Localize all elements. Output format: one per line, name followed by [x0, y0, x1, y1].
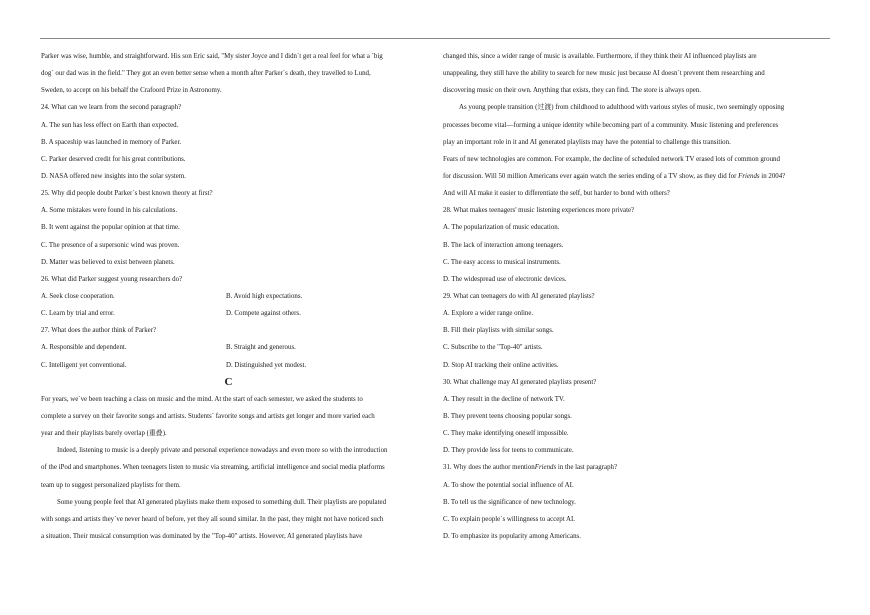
paragraph-r1 [443, 48, 828, 99]
question-29 [443, 288, 828, 374]
option-d: D. The widespread use of electronic devices. [443, 275, 567, 283]
text-line: a situation. Their musical consumption was dominated by the "Top-40" artists. However, AI generated playlists have [41, 532, 363, 540]
question-stem: 25. Why did people doubt Parker`s best known theory at first? [41, 190, 213, 198]
option-a: A. Explore a wider range online. [443, 310, 534, 318]
option-a: A. To show the potential social influence of AI. [443, 481, 574, 489]
option-a: A. Responsible and dependent. [41, 344, 127, 352]
question-27 [41, 322, 416, 373]
text-line: team up to suggest personalized playlists for them. [41, 481, 181, 489]
paragraph-r3 [443, 151, 828, 202]
option-d: D. Matter was believed to exist between planets. [41, 258, 175, 266]
right-column [443, 48, 828, 545]
question-stem: 29. What can teenagers do with AI generated playlists? [443, 292, 595, 300]
question-25 [41, 185, 416, 271]
question-stem: 30. What challenge may AI generated playlists present? [443, 378, 597, 386]
text-line [443, 168, 828, 185]
option-b: B. Straight and generous. [226, 344, 296, 352]
text-line: unappealing, they still have the ability to search for new music just because AI doesn`t prevent them researching and [443, 70, 765, 78]
question-28 [443, 202, 828, 288]
text-line: with songs and artists they`ve never heard of before, yet they all sound similar. In the past, they might not have noticed such [41, 515, 384, 523]
option-d: D. To emphasize its popularity among Americans. [443, 532, 581, 540]
option-c: C. Parker deserved credit for his great contributions. [41, 155, 186, 163]
question-stem [443, 459, 828, 476]
text-line: processes become vital—forming a unique identity while becoming part of a community. Music listening and preferences [443, 121, 779, 129]
text-line: For years, we`ve been teaching a class on music and the mind. At the start of each semester, we asked the students to [41, 395, 363, 403]
option-d: D. Compete against others. [226, 310, 301, 318]
option-b: B. To tell us the significance of new technology. [443, 498, 576, 506]
option-d: D. They provide less for teens to communicate. [443, 447, 574, 455]
text-line: Indeed, listening to music is a deeply private and personal experience nowadays and even more so with the introduction [57, 447, 388, 455]
left-column [41, 48, 416, 545]
text-line: changed this, since a wider range of music is available. Furthermore, if they think their AI influenced playlists are [443, 53, 757, 60]
option-a: A. They result in the decline of network TV. [443, 395, 565, 403]
paragraph-c2 [41, 442, 416, 493]
option-row [41, 357, 416, 374]
page-top-rule [40, 38, 830, 39]
option-c: C. Intelligent yet conventional. [41, 361, 127, 369]
section-title: C [224, 375, 233, 388]
text-line: complete a survey on their favorite songs and artists. Students` favorite songs and artists get longer and more varied each [41, 412, 375, 420]
text-line: Sweden, to accept on his behalf the Crafoord Prize in Astronomy. [41, 87, 222, 95]
option-a: A. Seek close cooperation. [41, 292, 115, 300]
question-31 [443, 459, 828, 545]
text-line: And will AI make it easier to differentiate the self, but harder to bond with others? [443, 190, 670, 198]
text-span: in 2004? [759, 172, 786, 180]
option-c: C. They make identifying oneself impossible. [443, 430, 569, 438]
option-row [41, 339, 416, 356]
text-line: year and their playlists barely overlap (重叠). [41, 430, 167, 438]
option-c: C. To explain people`s willingness to accept AI. [443, 515, 576, 523]
paragraph-c1 [41, 391, 416, 442]
option-row [41, 305, 416, 322]
question-26 [41, 271, 416, 322]
option-b: B. They prevent teens choosing popular songs. [443, 412, 572, 420]
option-d: D. NASA offered new insights into the solar system. [41, 172, 186, 180]
text-line: play an important role in it and AI generated playlists may have the potential to challenge this transition. [443, 138, 731, 146]
question-24 [41, 99, 416, 185]
italic-title: Friends [738, 172, 760, 180]
option-b: B. Fill their playlists with similar songs. [443, 327, 554, 335]
question-stem: 26. What did Parker suggest young researchers do? [41, 275, 183, 283]
text-span: 31. Why does the author mention [443, 464, 535, 472]
question-stem: 28. What makes teenagers' music listening experiences more private? [443, 207, 635, 215]
paragraph-r2 [443, 99, 828, 150]
option-b: B. The lack of interaction among teenagers. [443, 241, 564, 249]
option-a: A. The popularization of music education. [443, 224, 560, 232]
text-line: dog` our dad was in the field." They got an even better sense when a month after Parker`s death, they travelled to Lund, [41, 70, 371, 78]
option-d: D. Distinguished yet modest. [226, 361, 307, 369]
text-span: in the last paragraph? [556, 464, 618, 472]
option-b: B. Avoid high expectations. [226, 292, 303, 300]
text-line: Some young people feel that AI generated playlists make them exposed to something dull. Their playlists are populated [57, 498, 387, 506]
option-c: C. Subscribe to the "Top-40" artists. [443, 344, 543, 352]
option-c: C. The easy access to musical instruments. [443, 258, 561, 266]
text-line: of the iPod and smartphones. When teenagers listen to music via streaming, artificial intelligence and social media platforms [41, 464, 385, 472]
text-span: for discussion. Will 50 million Americans ever again watch the series ending of a TV show, as they did for [443, 172, 739, 180]
text-line: discovering music on their own. Anything that exists, they can find. The store is always open. [443, 87, 702, 95]
italic-title: Friends [534, 464, 557, 472]
paragraph-intro [41, 48, 416, 99]
option-a: A. The sun has less effect on Earth than expected. [41, 121, 179, 129]
text-line: Parker was wise, humble, and straightforward. His son Eric said, "My sister Joyce and I didn`t get a real feel for what a `big [41, 53, 383, 60]
text-line: As young people transition (过渡) from childhood to adulthood with various styles of music, two seemingly opposing [459, 104, 785, 112]
option-row [41, 288, 416, 305]
question-30 [443, 374, 828, 460]
paragraph-c3 [41, 494, 416, 545]
option-d: D. Stop AI tracking their online activities. [443, 361, 559, 369]
option-b: B. It went against the popular opinion at that time. [41, 224, 180, 232]
text-line: Fears of new technologies are common. For example, the decline of scheduled network TV erased lots of common ground [443, 155, 780, 163]
option-b: B. A spaceship was launched in memory of Parker. [41, 138, 182, 146]
option-c: C. The presence of a supersonic wind was proven. [41, 241, 180, 249]
option-c: C. Learn by trial and error. [41, 310, 115, 318]
question-stem: 27. What does the author think of Parker? [41, 327, 157, 335]
option-a: A. Some mistakes were found in his calculations. [41, 207, 178, 215]
question-stem: 24. What can we learn from the second paragraph? [41, 104, 182, 112]
